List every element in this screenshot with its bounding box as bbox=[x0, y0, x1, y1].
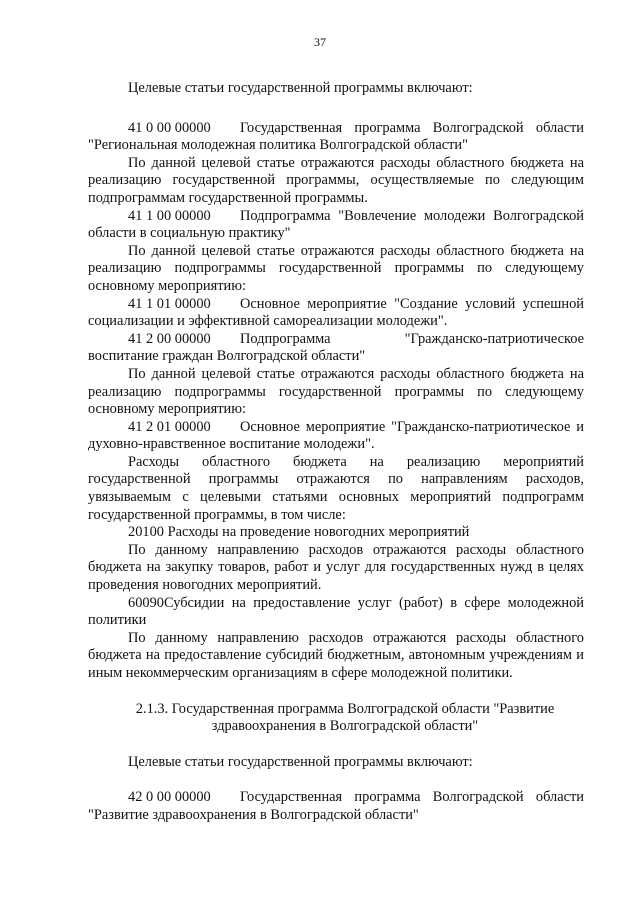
budget-text: Государственная программа Волгоградской области "Развитие здравоохранения в Волгоградской области" bbox=[88, 789, 584, 823]
budget-text: Основное мероприятие "Создание условий успешной социализации и эффективной самореализации молодежи". bbox=[88, 295, 584, 330]
budget-text: Основное мероприятие "Гражданско-патриотическое и духовно-нравственное воспитание молодежи". bbox=[88, 418, 584, 453]
document-body bbox=[88, 80, 584, 825]
page-number: 37 bbox=[314, 35, 326, 49]
budget-paragraph: По данной целевой статье отражаются расходы областного бюджета на реализацию государственной программы, осуществляемые по следующим подпрограммам государственной программы. bbox=[88, 154, 584, 206]
budget-item bbox=[88, 120, 584, 155]
budget-text: Подпрограмма "Вовлечение молодежи Волгоградской области в социальную практику" bbox=[88, 207, 584, 242]
budget-item bbox=[88, 208, 584, 243]
budget-paragraph: По данной целевой статье отражаются расходы областного бюджета на реализацию подпрограммы государственной программы по следующему основному мероприятию: bbox=[88, 242, 584, 294]
budget-paragraph: 20100 Расходы на проведение новогодних мероприятий bbox=[128, 524, 470, 541]
budget-paragraph: По данному направлению расходов отражаются расходы областного бюджета на закупку товаров, работ и услуг для государственных нужд в целях проведения новогодних мероприятий. bbox=[88, 541, 584, 594]
budget-paragraph: По данному направлению расходов отражаются расходы областного бюджета на предоставление субсидий бюджетным, автономным учреждениям и иным некоммерческим организациям в сфере молодежной политики. bbox=[88, 629, 584, 681]
budget-text: Подпрограмма "Гражданско-патриотическое воспитание граждан Волгоградской области" bbox=[88, 330, 584, 365]
budget-items-list bbox=[88, 120, 584, 683]
budget-paragraph: 60090Субсидии на предоставление услуг (работ) в сфере молодежной политики bbox=[88, 594, 584, 629]
budget-text: Государственная программа Волгоградской области "Региональная молодежная политика Волгоградской области" bbox=[88, 119, 584, 154]
budget-code: 41 1 01 00000 bbox=[128, 295, 211, 312]
budget-code: 41 2 00 00000 bbox=[128, 330, 211, 347]
intro-paragraph: Целевые статьи государственной программы включают: bbox=[128, 80, 473, 96]
budget-paragraph: Расходы областного бюджета на реализацию мероприятий государственной программы отражаются по направлениям расходов, увязываемым с целевыми статьями основных мероприятий подпрограмм государственной программы, в том числе: bbox=[88, 453, 584, 523]
intro-paragraph: Целевые статьи государственной программы включают: bbox=[128, 753, 473, 770]
budget-code: 41 1 00 00000 bbox=[128, 207, 211, 224]
budget-code: 41 0 00 00000 bbox=[128, 119, 211, 136]
budget-item bbox=[88, 419, 584, 454]
budget-item bbox=[88, 296, 584, 331]
section-heading: 2.1.3. Государственная программа Волгоградской области "Развитие здравоохранения в Волгоградской области" bbox=[135, 700, 555, 735]
budget-paragraph: По данной целевой статье отражаются расходы областного бюджета на реализацию подпрограммы государственной программы по следующему основному мероприятию: bbox=[88, 365, 584, 418]
budget-item bbox=[88, 789, 584, 824]
budget-code: 42 0 00 00000 bbox=[128, 789, 211, 806]
budget-code: 41 2 01 00000 bbox=[128, 418, 211, 435]
budget-item bbox=[88, 331, 584, 366]
